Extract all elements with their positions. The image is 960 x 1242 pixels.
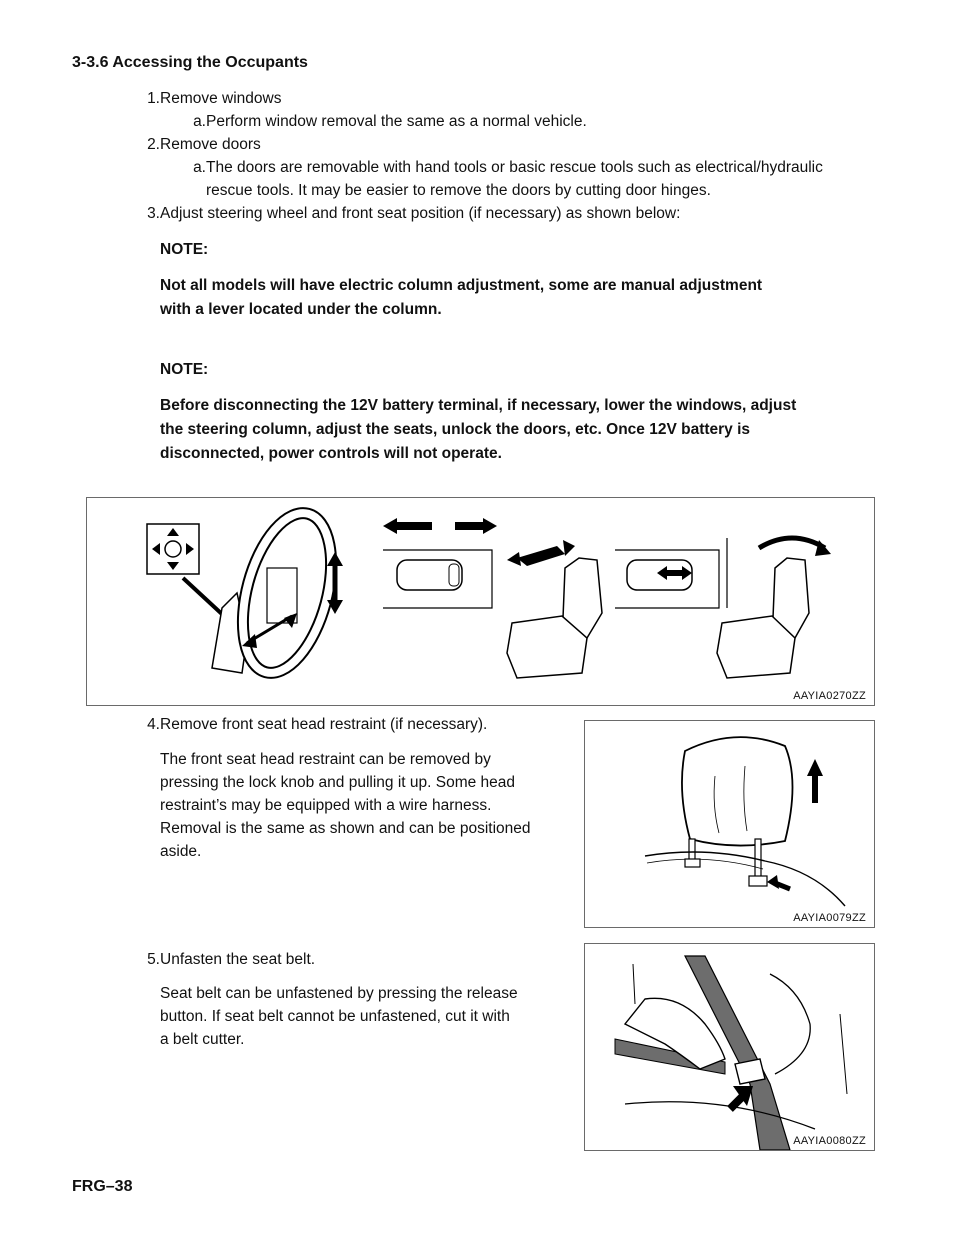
step-number: 5. (147, 951, 160, 968)
step-5-para-line-1: Seat belt can be unfastened by pressing the release (160, 985, 518, 1002)
note-2-line-3: disconnected, power controls will not operate. (160, 445, 502, 462)
step-number: 1. (147, 90, 160, 107)
step-text: Remove windows (160, 90, 282, 107)
step-number: 2. (147, 136, 160, 153)
step-4-para-line-3: restraint’s may be equipped with a wire harness. (160, 797, 492, 814)
note-2-line-1: Before disconnecting the 12V battery terminal, if necessary, lower the windows, adjust (160, 397, 797, 414)
figure-steering-seat-adjust (86, 497, 875, 706)
step-4-para-line-5: aside. (160, 843, 202, 860)
step-text: Remove doors (160, 136, 261, 153)
note-2-label: NOTE: (160, 361, 209, 378)
step-4-para-line-2: pressing the lock knob and pulling it up. Some head (160, 774, 516, 791)
step-number: 3. (147, 205, 160, 222)
step-text: Remove front seat head restraint (if necessary). (160, 716, 488, 733)
substep-text-line-2: rescue tools. It may be easier to remove the doors by cutting door hinges. (206, 182, 711, 199)
figure-code: AAYIA0080ZZ (793, 1135, 866, 1147)
figure-code: AAYIA0270ZZ (793, 690, 866, 702)
step-5-para-line-3: a belt cutter. (160, 1031, 245, 1048)
step-text: Adjust steering wheel and front seat position (if necessary) as shown below: (160, 205, 681, 222)
seat-belt-illustration (585, 944, 874, 1150)
step-text: Unfasten the seat belt. (160, 951, 316, 968)
section-heading: 3-3.6 Accessing the Occupants (72, 54, 308, 71)
page-number: FRG–38 (72, 1178, 133, 1195)
figure-seat-belt (584, 943, 875, 1151)
substep-text-line-1: The doors are removable with hand tools or basic rescue tools such as electrical/hydraulic (206, 159, 823, 176)
step-5-para-line-2: button. If seat belt cannot be unfastened, cut it with (160, 1008, 510, 1025)
note-1-line-2: with a lever located under the column. (160, 301, 442, 318)
figure-code: AAYIA0079ZZ (793, 912, 866, 924)
substep-letter: a. (193, 159, 206, 176)
step-4-para-line-1: The front seat head restraint can be removed by (160, 751, 491, 768)
note-1-line-1: Not all models will have electric column adjustment, some are manual adjustment (160, 277, 763, 294)
head-restraint-illustration (585, 721, 874, 927)
note-1-label: NOTE: (160, 241, 209, 258)
step-4-para-line-4: Removal is the same as shown and can be positioned (160, 820, 531, 837)
figure-head-restraint (584, 720, 875, 928)
substep-text: Perform window removal the same as a normal vehicle. (206, 113, 587, 130)
step-number: 4. (147, 716, 160, 733)
substep-letter: a. (193, 113, 206, 130)
note-2-line-2: the steering column, adjust the seats, unlock the doors, etc. Once 12V battery is (160, 421, 751, 438)
steering-seat-illustration (87, 498, 874, 705)
